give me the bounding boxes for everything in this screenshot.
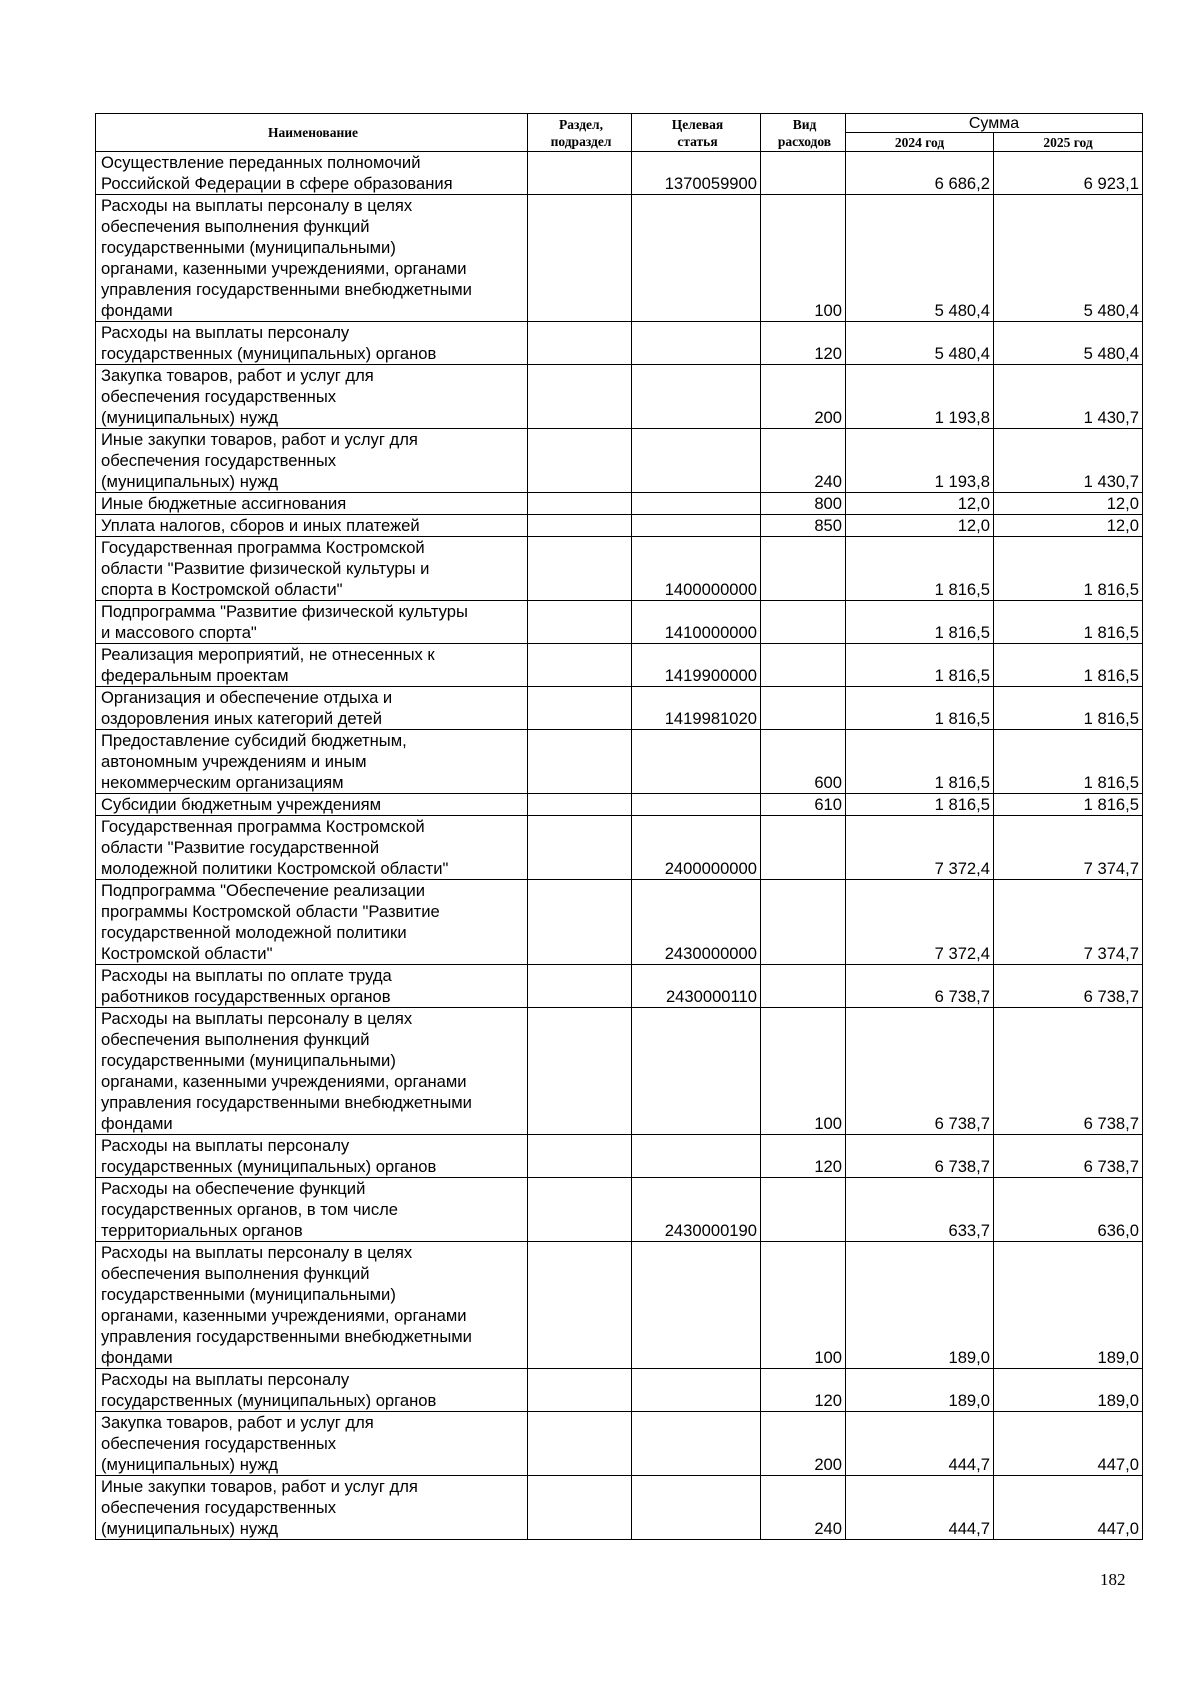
row-amount-2025: 6 738,7	[994, 1008, 1143, 1135]
row-amount-2025: 1 430,7	[994, 429, 1143, 493]
table-row	[96, 429, 1143, 493]
row-section	[528, 816, 632, 880]
row-section	[528, 322, 632, 365]
row-name: Реализация мероприятий, не отнесенных к федеральным проектам	[96, 644, 528, 687]
row-amount-2025: 1 816,5	[994, 644, 1143, 687]
row-target: 1370059900	[632, 152, 761, 195]
row-target	[632, 1412, 761, 1476]
row-amount-2025: 6 738,7	[994, 1135, 1143, 1178]
row-amount-2024: 7 372,4	[846, 816, 994, 880]
row-name: Осуществление переданных полномочий Российской Федерации в сфере образования	[96, 152, 528, 195]
row-section	[528, 730, 632, 794]
row-target	[632, 1369, 761, 1412]
row-section	[528, 515, 632, 537]
row-target: 1419981020	[632, 687, 761, 730]
row-target	[632, 493, 761, 515]
row-section	[528, 1242, 632, 1369]
table-row	[96, 537, 1143, 601]
row-section	[528, 965, 632, 1008]
row-kind	[761, 152, 846, 195]
row-amount-2025: 5 480,4	[994, 195, 1143, 322]
row-amount-2024: 444,7	[846, 1476, 994, 1540]
table-row	[96, 816, 1143, 880]
row-kind: 610	[761, 794, 846, 816]
row-section	[528, 1008, 632, 1135]
row-kind	[761, 965, 846, 1008]
row-kind: 240	[761, 1476, 846, 1540]
table-body	[96, 152, 1143, 1540]
row-kind: 120	[761, 1369, 846, 1412]
row-kind: 100	[761, 1242, 846, 1369]
row-amount-2024: 1 816,5	[846, 537, 994, 601]
table-row	[96, 365, 1143, 429]
header-year-2025: 2025 год	[994, 133, 1143, 152]
row-target: 2430000190	[632, 1178, 761, 1242]
header-kind: Вид расходов	[761, 114, 846, 152]
row-name: Организация и обеспечение отдыха и оздоровления иных категорий детей	[96, 687, 528, 730]
row-kind	[761, 1178, 846, 1242]
row-name: Расходы на выплаты персоналу в целях обеспечения выполнения функций государственными (муниципальными) органами, казенными учреждениями, органами управления государственными внебюджетными фондами	[96, 195, 528, 322]
row-amount-2024: 12,0	[846, 515, 994, 537]
row-name: Расходы на выплаты по оплате труда работников государственных органов	[96, 965, 528, 1008]
row-name: Закупка товаров, работ и услуг для обеспечения государственных (муниципальных) нужд	[96, 365, 528, 429]
row-amount-2025: 7 374,7	[994, 880, 1143, 965]
row-name: Субсидии бюджетным учреждениям	[96, 794, 528, 816]
row-kind: 100	[761, 195, 846, 322]
header-name: Наименование	[96, 114, 528, 152]
row-amount-2024: 6 686,2	[846, 152, 994, 195]
row-section	[528, 537, 632, 601]
row-amount-2024: 1 816,5	[846, 687, 994, 730]
table-row	[96, 730, 1143, 794]
row-section	[528, 1135, 632, 1178]
row-kind: 200	[761, 365, 846, 429]
row-amount-2025: 1 816,5	[994, 730, 1143, 794]
row-name: Государственная программа Костромской области "Развитие физической культуры и спорта в Костромской области"	[96, 537, 528, 601]
table-row	[96, 1178, 1143, 1242]
row-amount-2024: 189,0	[846, 1369, 994, 1412]
row-amount-2024: 5 480,4	[846, 322, 994, 365]
page-number: 182	[1100, 1570, 1126, 1589]
row-target: 1419900000	[632, 644, 761, 687]
row-amount-2025: 12,0	[994, 493, 1143, 515]
row-amount-2025: 447,0	[994, 1412, 1143, 1476]
row-name: Расходы на выплаты персоналу в целях обеспечения выполнения функций государственными (муниципальными) органами, казенными учреждениями, органами управления государственными внебюджетными фондами	[96, 1008, 528, 1135]
row-amount-2025: 189,0	[994, 1242, 1143, 1369]
row-amount-2025: 1 816,5	[994, 687, 1143, 730]
table-row	[96, 1369, 1143, 1412]
row-kind: 100	[761, 1008, 846, 1135]
row-name: Закупка товаров, работ и услуг для обеспечения государственных (муниципальных) нужд	[96, 1412, 528, 1476]
row-name: Государственная программа Костромской области "Развитие государственной молодежной политики Костромской области"	[96, 816, 528, 880]
row-target: 2400000000	[632, 816, 761, 880]
row-kind	[761, 601, 846, 644]
row-amount-2024: 1 816,5	[846, 644, 994, 687]
row-target	[632, 365, 761, 429]
row-amount-2025: 6 738,7	[994, 965, 1143, 1008]
table-row	[96, 1242, 1143, 1369]
row-kind: 120	[761, 322, 846, 365]
table-row	[96, 322, 1143, 365]
table-header	[96, 114, 1143, 152]
row-name: Уплата налогов, сборов и иных платежей	[96, 515, 528, 537]
row-name: Расходы на выплаты персоналу государственных (муниципальных) органов	[96, 1135, 528, 1178]
row-kind	[761, 816, 846, 880]
row-target	[632, 429, 761, 493]
row-target	[632, 794, 761, 816]
row-amount-2025: 1 816,5	[994, 537, 1143, 601]
row-kind: 600	[761, 730, 846, 794]
header-year-2024: 2024 год	[846, 133, 994, 152]
row-kind	[761, 644, 846, 687]
row-kind: 240	[761, 429, 846, 493]
table-row	[96, 515, 1143, 537]
row-target	[632, 1242, 761, 1369]
header-target: Целевая статья	[632, 114, 761, 152]
row-amount-2025: 189,0	[994, 1369, 1143, 1412]
row-amount-2024: 1 193,8	[846, 365, 994, 429]
row-section	[528, 1412, 632, 1476]
row-name: Расходы на выплаты персоналу государственных (муниципальных) органов	[96, 1369, 528, 1412]
row-amount-2025: 636,0	[994, 1178, 1143, 1242]
row-amount-2024: 444,7	[846, 1412, 994, 1476]
row-amount-2024: 1 193,8	[846, 429, 994, 493]
row-name: Расходы на выплаты персоналу в целях обеспечения выполнения функций государственными (муниципальными) органами, казенными учреждениями, органами управления государственными внебюджетными фондами	[96, 1242, 528, 1369]
header-sum: Сумма	[846, 114, 1143, 133]
row-name: Иные закупки товаров, работ и услуг для обеспечения государственных (муниципальных) нужд	[96, 1476, 528, 1540]
row-section	[528, 687, 632, 730]
row-amount-2025: 12,0	[994, 515, 1143, 537]
table-row	[96, 152, 1143, 195]
row-target	[632, 322, 761, 365]
row-amount-2025: 447,0	[994, 1476, 1143, 1540]
row-section	[528, 794, 632, 816]
row-target	[632, 1476, 761, 1540]
table-row	[96, 493, 1143, 515]
row-amount-2024: 1 816,5	[846, 794, 994, 816]
row-target	[632, 1135, 761, 1178]
row-target	[632, 515, 761, 537]
row-amount-2025: 1 816,5	[994, 794, 1143, 816]
row-name: Иные закупки товаров, работ и услуг для обеспечения государственных (муниципальных) нужд	[96, 429, 528, 493]
row-amount-2024: 189,0	[846, 1242, 994, 1369]
table-row	[96, 687, 1143, 730]
table-row	[96, 1412, 1143, 1476]
table-row	[96, 965, 1143, 1008]
row-section	[528, 880, 632, 965]
row-target: 1400000000	[632, 537, 761, 601]
row-amount-2025: 1 816,5	[994, 601, 1143, 644]
row-section	[528, 1178, 632, 1242]
row-section	[528, 365, 632, 429]
header-section: Раздел, подраздел	[528, 114, 632, 152]
row-kind	[761, 880, 846, 965]
row-kind: 850	[761, 515, 846, 537]
row-target: 2430000110	[632, 965, 761, 1008]
row-amount-2024: 1 816,5	[846, 601, 994, 644]
row-section	[528, 493, 632, 515]
table-row	[96, 601, 1143, 644]
table-row	[96, 1476, 1143, 1540]
row-amount-2025: 1 430,7	[994, 365, 1143, 429]
row-section	[528, 152, 632, 195]
row-kind	[761, 687, 846, 730]
row-section	[528, 195, 632, 322]
row-section	[528, 601, 632, 644]
row-kind: 200	[761, 1412, 846, 1476]
row-kind: 800	[761, 493, 846, 515]
row-name: Предоставление субсидий бюджетным, автономным учреждениям и иным некоммерческим организациям	[96, 730, 528, 794]
row-name: Подпрограмма "Обеспечение реализации программы Костромской области "Развитие государственной молодежной политики Костромской области"	[96, 880, 528, 965]
row-name: Расходы на выплаты персоналу государственных (муниципальных) органов	[96, 322, 528, 365]
row-section	[528, 1476, 632, 1540]
row-target: 2430000000	[632, 880, 761, 965]
row-name: Расходы на обеспечение функций государственных органов, в том числе территориальных органов	[96, 1178, 528, 1242]
table-row	[96, 794, 1143, 816]
row-amount-2024: 6 738,7	[846, 965, 994, 1008]
row-section	[528, 429, 632, 493]
row-name: Подпрограмма "Развитие физической культуры и массового спорта"	[96, 601, 528, 644]
row-target	[632, 195, 761, 322]
row-target	[632, 730, 761, 794]
table-row	[96, 880, 1143, 965]
row-kind	[761, 537, 846, 601]
row-amount-2025: 7 374,7	[994, 816, 1143, 880]
row-amount-2024: 6 738,7	[846, 1135, 994, 1178]
row-amount-2024: 12,0	[846, 493, 994, 515]
table-row	[96, 195, 1143, 322]
row-amount-2024: 6 738,7	[846, 1008, 994, 1135]
table-row	[96, 644, 1143, 687]
row-amount-2024: 1 816,5	[846, 730, 994, 794]
row-section	[528, 1369, 632, 1412]
row-target: 1410000000	[632, 601, 761, 644]
row-amount-2025: 5 480,4	[994, 322, 1143, 365]
table-row	[96, 1135, 1143, 1178]
row-kind: 120	[761, 1135, 846, 1178]
row-amount-2024: 7 372,4	[846, 880, 994, 965]
row-name: Иные бюджетные ассигнования	[96, 493, 528, 515]
row-target	[632, 1008, 761, 1135]
row-amount-2024: 633,7	[846, 1178, 994, 1242]
row-amount-2025: 6 923,1	[994, 152, 1143, 195]
table-row	[96, 1008, 1143, 1135]
row-amount-2024: 5 480,4	[846, 195, 994, 322]
budget-table	[95, 113, 1143, 1540]
row-section	[528, 644, 632, 687]
